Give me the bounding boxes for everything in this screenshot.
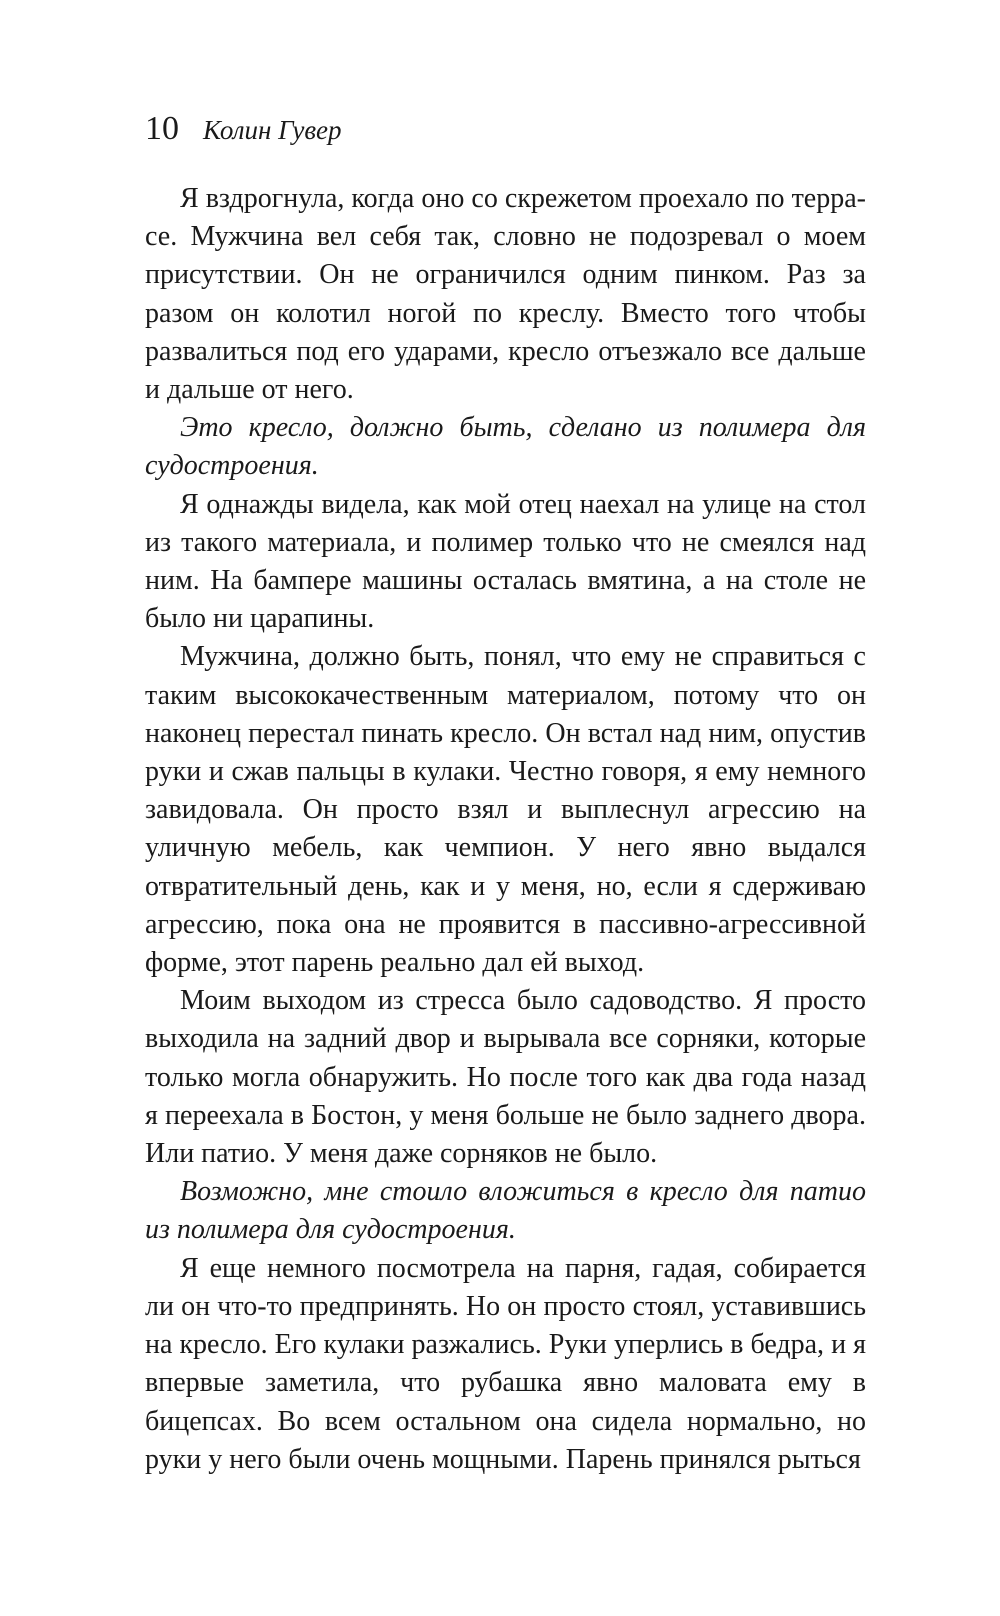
body-text [145, 180, 866, 1479]
running-head [145, 112, 342, 146]
italic-paragraph: Это кресло, должно быть, сделано из полимера для судостроения. [145, 412, 866, 482]
paragraph: Мужчина, должно быть, понял, что ему не справиться с таким высококачественным материалом, потому что он наконец перестал пинать кресло. Он встал над ним, опустив руки и сжав пальцы в кулаки. Честно говоря, я ему немного завидовала. Он просто взял и выплеснул агрессию на уличную мебель, как чемпион. У него явно выдался отвратительный день, как и у меня, но, если я сдерживаю агрессию, пока она не проявится в пассивно-агрессивной форме, этот парень реально дал ей выход. [145, 641, 866, 979]
paragraph: Я вздрогнула, когда оно со скрежетом проехало по террасе. Мужчина вел себя так, словно не подозревал о моем присутствии. Он не ограничился одним пинком. Раз за разом он колотил ногой по креслу. Вместо того чтобы развалиться под его ударами, кресло отъезжало все дальше и дальше от него. [145, 183, 866, 406]
running-head-author: Колин Гувер [203, 115, 342, 145]
paragraph: Я однажды видела, как мой отец наехал на улице на стол из такого материала, и полимер только что не смеялся над ним. На бампере машины осталась вмятина, а на столе не было ни царапины. [145, 488, 866, 635]
page-number: 10 [145, 110, 179, 147]
paragraph: Я еще немного посмотрела на парня, гадая, собирается ли он что-то предпринять. Но он просто стоял, уставившись на кресло. Его кулаки разжались. Руки уперлись в бедра, и я впервые заметила, что рубашка явно маловата ему в бицепсах. Во всем остальном она сидела нормально, но руки у него были очень мощными. Парень принялся рыться [145, 1252, 866, 1475]
paragraph: Моим выходом из стресса было садоводство. Я просто выходила на задний двор и вырывала все сорняки, которые только могла обнаружить. Но после того как два года назад я переехала в Бостон, у меня больше не было заднего двора. Или патио. У меня даже сорняков не было. [145, 985, 866, 1170]
italic-paragraph: Возможно, мне стоило вложиться в кресло для патио из полимера для судостроения. [145, 1176, 866, 1246]
